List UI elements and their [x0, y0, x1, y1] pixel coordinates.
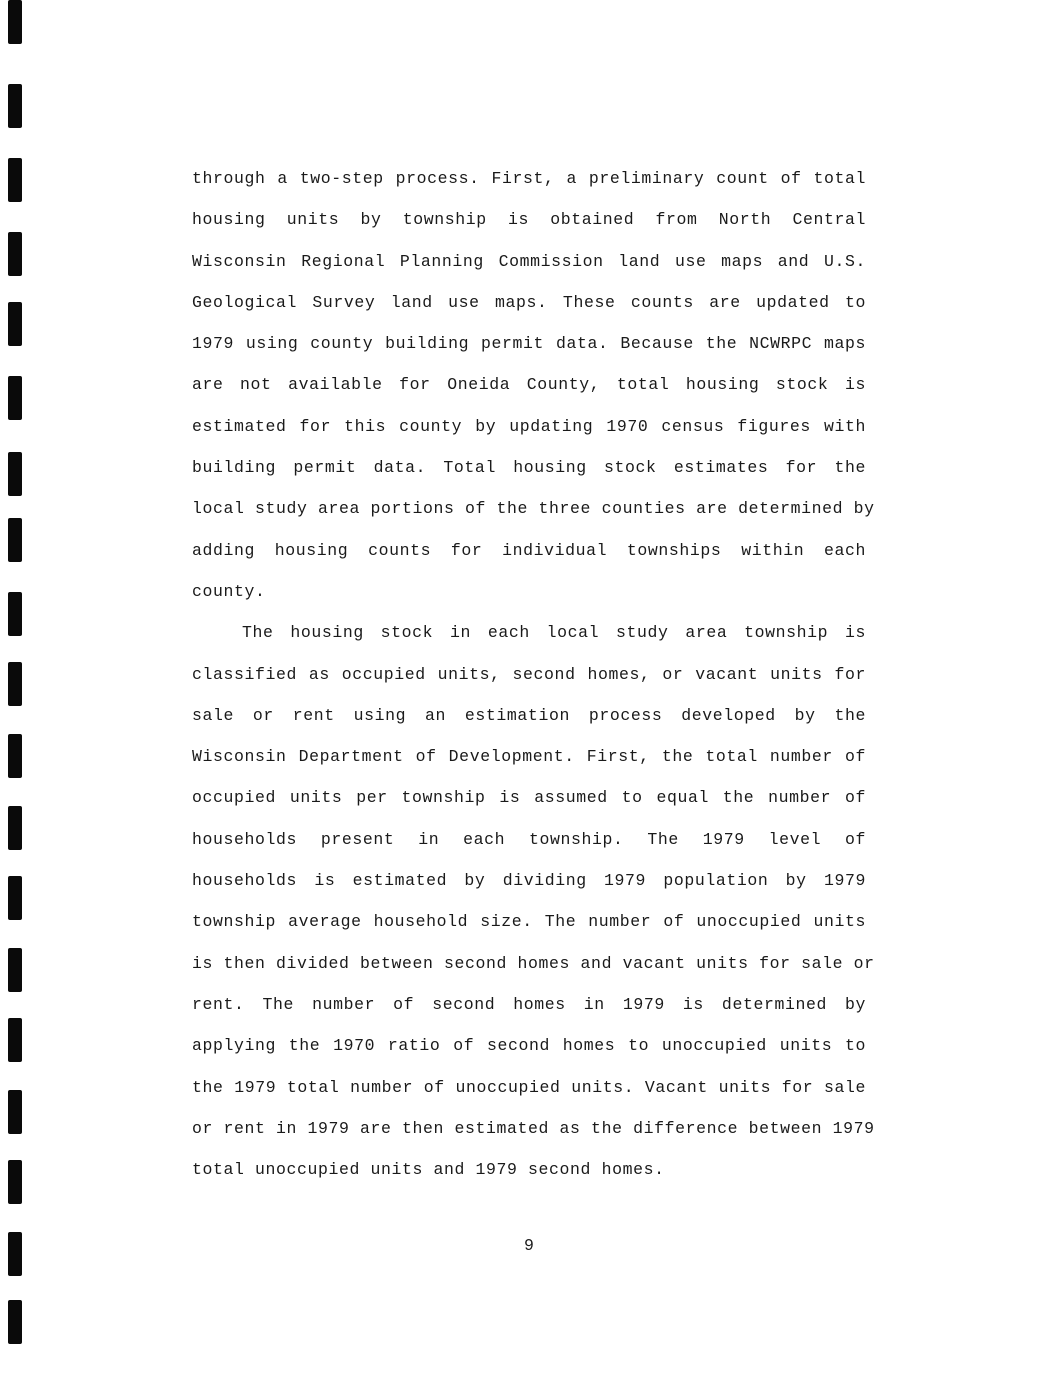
text-line: township average household size. The number of unoccupied units [192, 912, 866, 932]
binding-mark [8, 1018, 22, 1062]
binding-mark [8, 592, 22, 636]
binding-mark [8, 518, 22, 562]
text-line: applying the 1970 ratio of second homes to unoccupied units to [192, 1036, 866, 1056]
text-line: or rent in 1979 are then estimated as the difference between 1979 [192, 1118, 875, 1138]
binding-mark [8, 876, 22, 920]
text-line: through a two-step process. First, a preliminary count of total [192, 169, 866, 188]
text-line: Wisconsin Regional Planning Commission land use maps and U.S. [192, 251, 866, 271]
binding-mark [8, 452, 22, 496]
binding-mark [8, 662, 22, 706]
text-line: adding housing counts for individual townships within each [192, 540, 866, 560]
binding-mark [8, 734, 22, 778]
text-line: 1979 using county building permit data. Because the NCWRPC maps [192, 334, 866, 354]
binding-mark [8, 302, 22, 346]
body-text [192, 158, 875, 1190]
text-line: The housing stock in each local study area township is [242, 623, 866, 643]
text-line: rent. The number of second homes in 1979 is determined by [192, 994, 866, 1014]
text-line: building permit data. Total housing stock estimates for the [192, 458, 866, 478]
text-line: sale or rent using an estimation process developed by the [192, 705, 866, 725]
text-line: Wisconsin Department of Development. First, the total number of [192, 747, 866, 767]
binding-mark [8, 232, 22, 276]
binding-mark [8, 948, 22, 992]
text-line: estimated for this county by updating 1970 census figures with [192, 416, 866, 436]
text-line: are not available for Oneida County, total housing stock is [192, 375, 866, 395]
binding-mark [8, 1300, 22, 1344]
text-line: occupied units per township is assumed to equal the number of [192, 788, 866, 808]
text-line: total unoccupied units and 1979 second homes. [192, 1160, 665, 1180]
text-line: is then divided between second homes and vacant units for sale or [192, 953, 875, 973]
text-line: households present in each township. The 1979 level of [192, 829, 866, 849]
text-line: county. [192, 581, 266, 601]
binding-mark [8, 1160, 22, 1204]
binding-marks [8, 0, 28, 1380]
binding-mark [8, 158, 22, 202]
binding-mark [8, 84, 22, 128]
paragraph-2 [192, 612, 875, 1190]
paragraph-1 [192, 158, 875, 612]
binding-mark [8, 806, 22, 850]
text-line: classified as occupied units, second homes, or vacant units for [192, 664, 866, 684]
page-number: 9 [524, 1236, 534, 1255]
text-line: housing units by township is obtained from North Central [192, 210, 866, 230]
binding-mark [8, 0, 22, 44]
text-line: the 1979 total number of unoccupied units. Vacant units for sale [192, 1077, 866, 1097]
text-line: Geological Survey land use maps. These counts are updated to [192, 292, 866, 312]
text-line: local study area portions of the three counties are determined by [192, 499, 875, 519]
text-line: households is estimated by dividing 1979 population by 1979 [192, 871, 866, 891]
binding-mark [8, 376, 22, 420]
binding-mark [8, 1090, 22, 1134]
